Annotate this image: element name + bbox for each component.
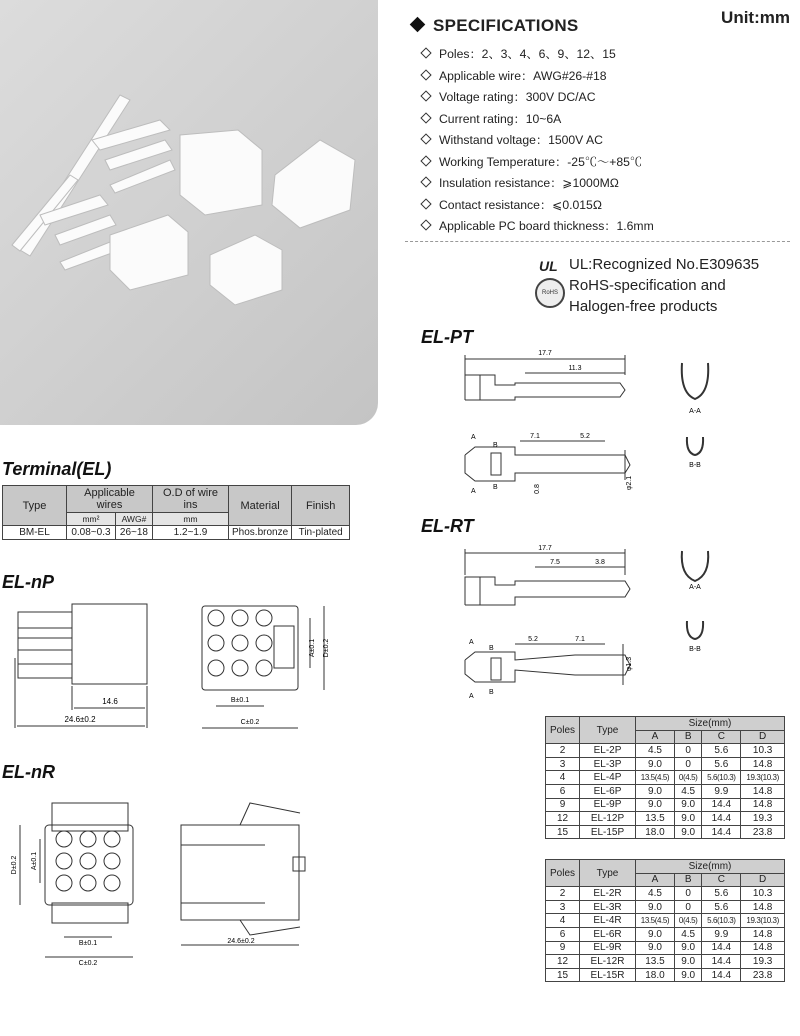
table-cell: 13.5 (636, 812, 675, 826)
spec-item: Working Temperature：-25℃～+85℃ (422, 152, 654, 174)
el-nr-side-drawing (175, 795, 335, 960)
spec-item: Poles：2、3、4、6、9、12、15 (422, 44, 654, 66)
table-cell: 9.0 (636, 798, 675, 812)
th-col: A (636, 730, 675, 744)
spec-item: Contact resistance：⩽0.015Ω (422, 195, 654, 217)
th-col: B (674, 873, 701, 887)
table-row (546, 927, 785, 941)
table-cell: EL-9P (580, 798, 636, 812)
th-col: A (636, 873, 675, 887)
table-cell: 10.3 (741, 744, 785, 758)
dim-label: D±0.2 (323, 638, 330, 658)
th-col: D (741, 730, 785, 744)
table-cell: 9.0 (636, 927, 675, 941)
table-cell: 5.6 (702, 900, 741, 914)
table-cell: EL-12R (580, 955, 636, 969)
el-nr-front-drawing (0, 795, 160, 970)
table-cell: 2 (546, 744, 580, 758)
dim-label: 7.1 (575, 636, 585, 643)
el-np-side-drawing (0, 598, 180, 738)
marker-b: B (493, 484, 498, 491)
dim-label: 5.2 (528, 636, 538, 643)
cell: Tin-plated (292, 526, 350, 540)
table-cell: EL-15P (580, 825, 636, 839)
th-col: C (702, 730, 741, 744)
table-cell: EL-4P (580, 771, 636, 785)
dim-label: B±0.1 (230, 697, 250, 704)
table-cell: 23.8 (741, 825, 785, 839)
table-cell: 9 (546, 798, 580, 812)
th-col: B (674, 730, 701, 744)
table-cell: 4.5 (674, 784, 701, 798)
th-poles: Poles (546, 717, 580, 744)
dim-label: 7.1 (530, 433, 540, 440)
dim-label: D±0.2 (11, 855, 18, 875)
section-label: A-A (689, 584, 701, 591)
th-size: Size(mm) (636, 860, 785, 874)
table-cell: EL-2R (580, 887, 636, 901)
table-row (546, 968, 785, 982)
dim-label: 11.3 (568, 365, 582, 372)
table-cell: 14.8 (741, 900, 785, 914)
outline-diamond-icon (420, 219, 431, 230)
terminal-title: Terminal(EL) (2, 459, 112, 479)
table-cell: 9.0 (674, 798, 701, 812)
cell: 0.08~0.3 (67, 526, 116, 540)
table-cell: 9.0 (674, 968, 701, 982)
table-row (546, 744, 785, 758)
dim-label: 24.6±0.2 (64, 715, 96, 724)
table-cell: 0 (674, 744, 701, 758)
table-row (3, 526, 350, 540)
certifications (535, 254, 759, 317)
outline-diamond-icon (420, 198, 431, 209)
table-cell: EL-4R (580, 914, 636, 928)
table-cell: EL-6R (580, 927, 636, 941)
marker-a: A (471, 434, 476, 441)
table-cell: 9.9 (702, 927, 741, 941)
housing-receptacle (272, 140, 355, 228)
table-row (546, 784, 785, 798)
table-cell: 19.3(10.3) (741, 771, 785, 785)
specifications-list (422, 44, 654, 238)
unit-awg: AWG# (115, 513, 152, 526)
table-cell: 14.8 (741, 798, 785, 812)
specifications-heading: SPECIFICATIONS (412, 16, 579, 36)
marker-a: A (469, 693, 474, 700)
cell: BM-EL (3, 526, 67, 540)
section-label: B-B (689, 646, 701, 653)
section-label: A-A (689, 408, 701, 415)
table-cell: 6 (546, 927, 580, 941)
cell: 1.2~1.9 (153, 526, 229, 540)
table-row (546, 798, 785, 812)
table-cell: 15 (546, 968, 580, 982)
table-cell: 14.8 (741, 941, 785, 955)
table-row (546, 812, 785, 826)
table-cell: 13.5(4.5) (636, 771, 675, 785)
th-wires: Applicable wires (67, 486, 153, 513)
dim-label: 7.5 (550, 559, 560, 566)
dim-label: 17.7 (538, 545, 552, 552)
connector-illustration (0, 0, 378, 425)
table-row (546, 900, 785, 914)
rohs-logo-icon: RoHS (535, 278, 565, 308)
el-rt-side-drawing (455, 630, 655, 715)
el-pt-title: EL-PT (421, 327, 473, 347)
table-cell: EL-9R (580, 941, 636, 955)
table-cell: EL-3R (580, 900, 636, 914)
table-cell: 19.3(10.3) (741, 914, 785, 928)
table-cell: 9.0 (674, 941, 701, 955)
marker-a: A (471, 488, 476, 495)
housing-3p (180, 130, 262, 215)
cell: 26~18 (115, 526, 152, 540)
el-rt-title: EL-RT (421, 516, 474, 536)
unit-mm: mm (153, 513, 229, 526)
table-cell: 0(4.5) (674, 771, 701, 785)
dim-label: 3.8 (595, 559, 605, 566)
table-cell: 9.0 (636, 900, 675, 914)
table-cell: 23.8 (741, 968, 785, 982)
unit-mm2: mm² (67, 513, 116, 526)
table-cell: 5.6 (702, 887, 741, 901)
dim-label: 0.8 (534, 484, 541, 494)
table-row (546, 887, 785, 901)
table-cell: 3 (546, 757, 580, 771)
table-cell: 19.3 (741, 955, 785, 969)
ul-line: UL UL:Recognized No.E309635 (535, 254, 759, 275)
table-cell: EL-3P (580, 757, 636, 771)
el-pt-sections (670, 355, 720, 475)
cell: Phos.bronze (229, 526, 292, 540)
el-pt-top-drawing (455, 345, 655, 405)
table-cell: EL-6P (580, 784, 636, 798)
table-row (546, 914, 785, 928)
th-type: Type (580, 717, 636, 744)
table-cell: EL-15R (580, 968, 636, 982)
th-poles: Poles (546, 860, 580, 887)
table-cell: 12 (546, 955, 580, 969)
table-cell: 14.4 (702, 812, 741, 826)
el-nr-title: EL-nR (2, 762, 55, 782)
table-cell: EL-12P (580, 812, 636, 826)
table-cell: 5.6 (702, 744, 741, 758)
outline-diamond-icon (420, 47, 431, 58)
table-row (546, 771, 785, 785)
table-cell: 4.5 (636, 744, 675, 758)
table-cell: 9.9 (702, 784, 741, 798)
table-cell: 19.3 (741, 812, 785, 826)
table-cell: 15 (546, 825, 580, 839)
table-cell: 14.4 (702, 968, 741, 982)
table-cell: 14.4 (702, 825, 741, 839)
spec-item: Applicable wire：AWG#26-#18 (422, 66, 654, 88)
table-cell: 9.0 (636, 941, 675, 955)
table-cell: 5.6 (702, 757, 741, 771)
table-cell: 12 (546, 812, 580, 826)
th-material: Material (229, 486, 292, 526)
unit-label: Unit:mm (721, 8, 790, 27)
table-cell: 4 (546, 914, 580, 928)
table-cell: 18.0 (636, 968, 675, 982)
terminal-table (2, 485, 350, 540)
dim-label: C±0.2 (78, 960, 98, 967)
outline-diamond-icon (420, 90, 431, 101)
marker-b: B (489, 645, 494, 652)
el-pt-side-drawing (455, 425, 655, 505)
dim-label: A±0.1 (31, 851, 38, 871)
table-cell: 14.8 (741, 784, 785, 798)
table-cell: 0 (674, 900, 701, 914)
table-cell: 9.0 (674, 825, 701, 839)
diamond-icon (410, 17, 426, 33)
table-cell: 14.4 (702, 955, 741, 969)
outline-diamond-icon (420, 69, 431, 80)
dim-label: C±0.2 (240, 719, 260, 726)
table-cell: 6 (546, 784, 580, 798)
table-cell: 5.6(10.3) (702, 914, 741, 928)
ul-logo-icon: UL (539, 258, 558, 274)
table-row (546, 825, 785, 839)
dim-label: φ1.3 (626, 656, 633, 672)
table-row (546, 955, 785, 969)
marker-a: A (469, 639, 474, 646)
outline-diamond-icon (420, 176, 431, 187)
el-np-title: EL-nP (2, 572, 54, 592)
table-cell: 4 (546, 771, 580, 785)
table-cell: 5.6(10.3) (702, 771, 741, 785)
table-cell: 18.0 (636, 825, 675, 839)
table-cell: 13.5(4.5) (636, 914, 675, 928)
el-rt-sections (670, 545, 720, 655)
table-cell: 0 (674, 757, 701, 771)
outline-diamond-icon (420, 112, 431, 123)
th-od: O.D of wire ins (153, 486, 229, 513)
th-type: Type (580, 860, 636, 887)
dim-label: 17.7 (538, 350, 552, 357)
housing-4p (110, 215, 188, 290)
product-photo (0, 0, 378, 425)
table-cell: 0(4.5) (674, 914, 701, 928)
dim-label: B±0.1 (78, 940, 98, 947)
table-cell: 13.5 (636, 955, 675, 969)
dim-label: φ2.1 (626, 475, 633, 491)
marker-b: B (493, 442, 498, 449)
table-cell: 14.4 (702, 941, 741, 955)
table-cell: 2 (546, 887, 580, 901)
table-cell: EL-2P (580, 744, 636, 758)
spec-item: Current rating：10~6A (422, 109, 654, 131)
housing-2p (210, 235, 282, 305)
th-size: Size(mm) (636, 717, 785, 731)
rohs-line: RoHS RoHS-specification and (535, 275, 759, 296)
dim-label: 14.6 (102, 697, 118, 706)
table-cell: 9.0 (636, 757, 675, 771)
spec-item: Insulation resistance：⩾1000MΩ (422, 173, 654, 195)
table-cell: 4.5 (674, 927, 701, 941)
marker-b: B (489, 689, 494, 696)
dim-label: A±0.1 (309, 638, 316, 658)
table-cell: 14.4 (702, 798, 741, 812)
halogen-line: Halogen-free products (569, 298, 718, 315)
th-type: Type (3, 486, 67, 526)
th-col: C (702, 873, 741, 887)
dim-label: 24.6±0.2 (227, 938, 255, 945)
table-cell: 14.8 (741, 757, 785, 771)
size-table-r (545, 859, 785, 982)
divider (405, 241, 790, 242)
table-cell: 14.8 (741, 927, 785, 941)
table-cell: 9.0 (674, 955, 701, 969)
outline-diamond-icon (420, 133, 431, 144)
table-row (546, 941, 785, 955)
spec-item: Withstand voltage：1500V AC (422, 130, 654, 152)
spec-item: Applicable PC board thickness：1.6mm (422, 216, 654, 238)
table-cell: 9 (546, 941, 580, 955)
th-finish: Finish (292, 486, 350, 526)
section-label: B-B (689, 462, 701, 469)
dim-label: 5.2 (580, 433, 590, 440)
table-cell: 9.0 (674, 812, 701, 826)
outline-diamond-icon (420, 155, 431, 166)
el-np-front-drawing (190, 598, 350, 738)
el-rt-top-drawing (455, 545, 655, 610)
table-cell: 9.0 (636, 784, 675, 798)
table-cell: 3 (546, 900, 580, 914)
table-row (546, 757, 785, 771)
table-cell: 4.5 (636, 887, 675, 901)
th-col: D (741, 873, 785, 887)
table-cell: 0 (674, 887, 701, 901)
spec-item: Voltage rating：300V DC/AC (422, 87, 654, 109)
size-table-p (545, 716, 785, 839)
table-cell: 10.3 (741, 887, 785, 901)
